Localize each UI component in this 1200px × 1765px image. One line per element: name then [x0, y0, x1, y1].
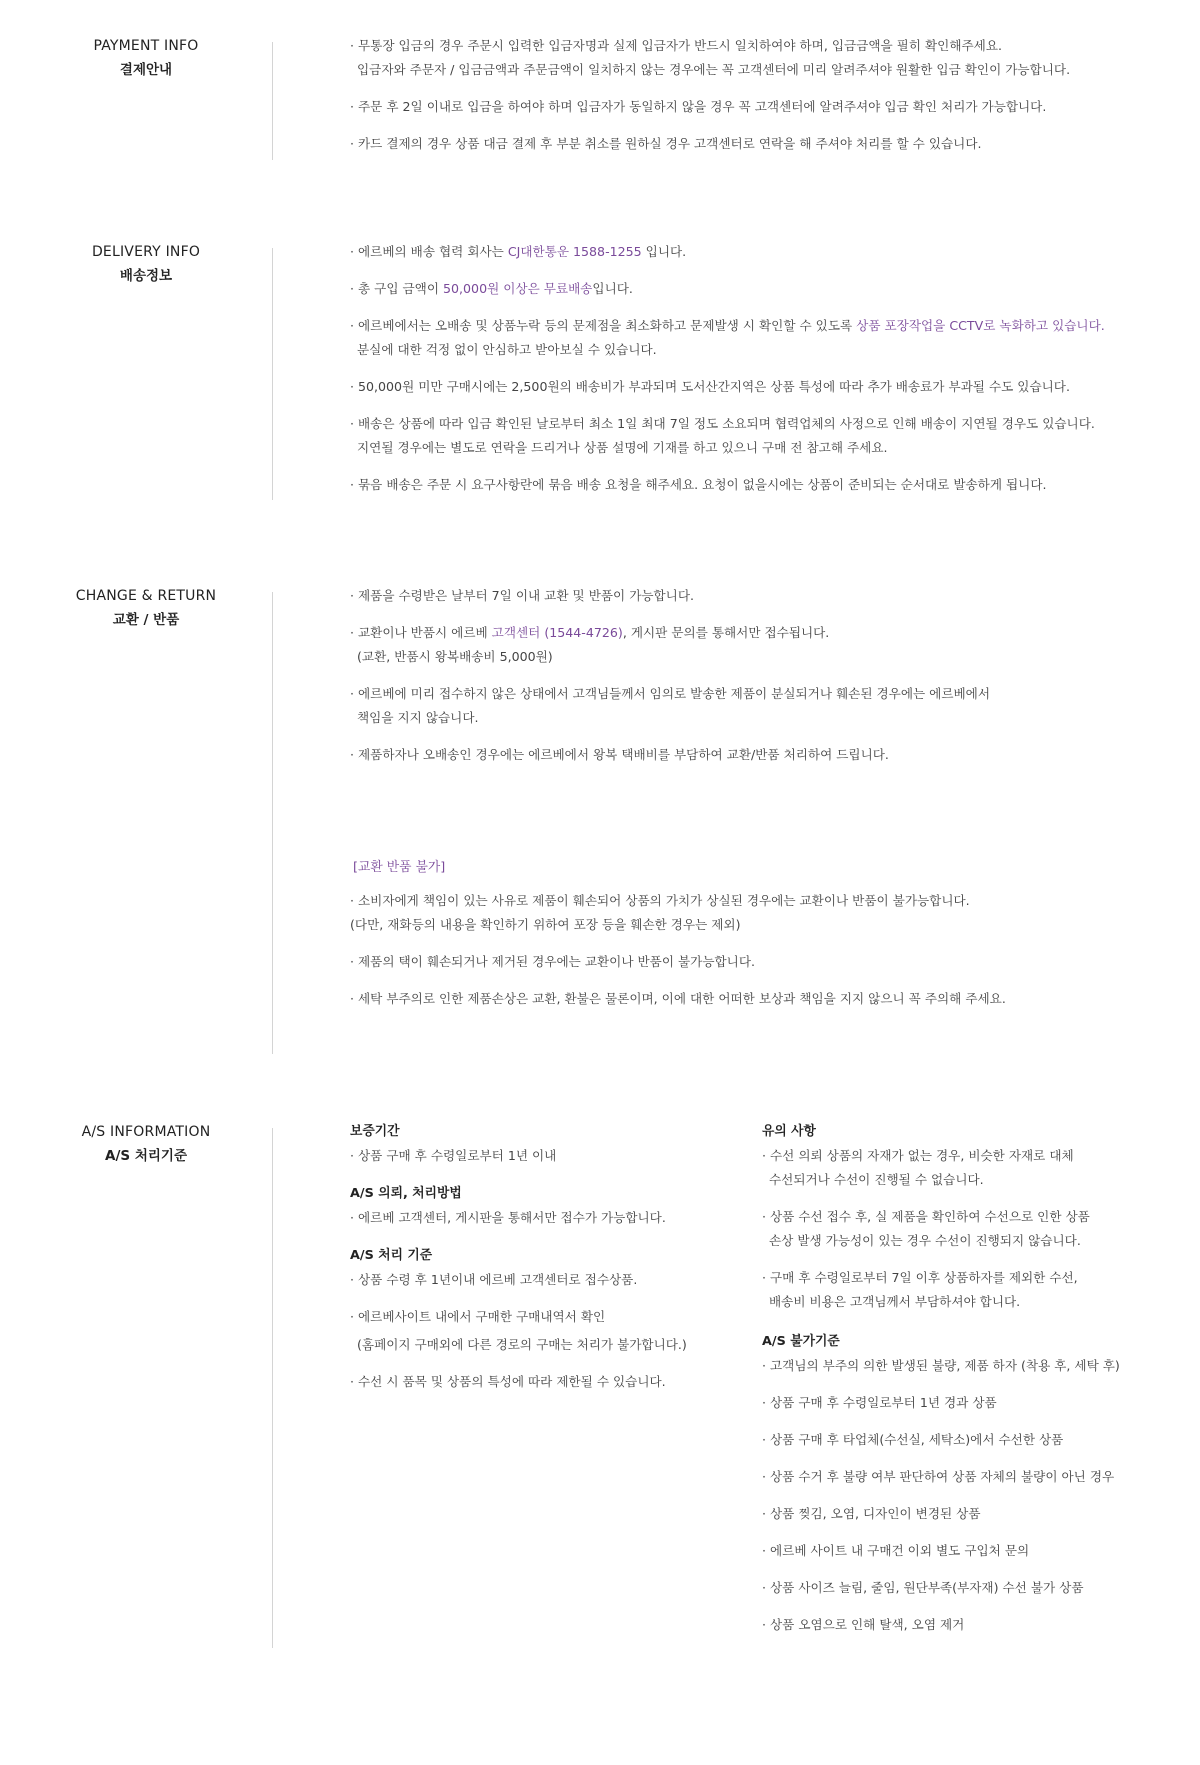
no-return-title: [교환 반품 불가]: [353, 860, 446, 875]
notes-block: [762, 1120, 1182, 1314]
unable-item: · 에르베 사이트 내 구매건 이외 별도 구입처 문의: [762, 1543, 1030, 1558]
warranty-title: 보증기간: [350, 1124, 400, 1139]
delivery-heading: [50, 240, 242, 288]
delivery-item: · 총 구입 금액이 50,000원 이상은 무료배송입니다.: [350, 281, 633, 296]
customer-center-highlight: 고객센터 (1544-4726): [491, 625, 623, 640]
notes-title: 유의 사항: [762, 1124, 816, 1139]
change-title-en: CHANGE & RETURN: [75, 588, 217, 604]
unable-item: · 상품 찢김, 오염, 디자인이 변경된 상품: [762, 1506, 981, 1521]
free-shipping-highlight: 50,000원 이상은 무료배송: [443, 281, 593, 296]
warranty-item: · 상품 구매 후 수령일로부터 1년 이내: [350, 1148, 557, 1163]
method-item: · 에르베 고객센터, 게시판을 통해서만 접수가 가능합니다.: [350, 1210, 666, 1225]
method-title: A/S 의뢰, 처리방법: [350, 1186, 462, 1201]
change-title-ko: 교환 / 반품: [112, 612, 180, 628]
criteria-item: · 에르베사이트 내에서 구매한 구매내역서 확인: [350, 1309, 606, 1324]
payment-body: [350, 34, 1140, 169]
payment-title-ko: 결제안내: [119, 62, 173, 78]
payment-item: · 카드 결제의 경우 상품 대금 결제 후 부분 취소를 원하실 경우 고객센터로 연락을 해 주셔야 처리를 할 수 있습니다.: [350, 136, 982, 151]
delivery-item: · 배송은 상품에 따라 입금 확인된 날로부터 최소 1일 최대 7일 정도 소요되며 협력업체의 사정으로 인해 배송이 지연될 경우도 있습니다. 지연될 경우에는 별도로 연락을 드리거나 상품 설명에 기재를 하고 있으니 구매 전 참고해 주세요.: [350, 416, 1095, 455]
change-divider: [272, 592, 273, 1054]
notes-item-cont: 배송비 비용은 고객님께서 부담하셔야 합니다.: [769, 1294, 1021, 1309]
as-divider: [272, 1128, 273, 1648]
courier-highlight: CJ대한통운 1588-1255: [507, 244, 642, 259]
notes-item: · 구매 후 수령일로부터 7일 이후 상품하자를 제외한 수선,: [762, 1270, 1078, 1285]
change-item: · 에르베에 미리 접수하지 않은 상태에서 고객님들께서 임의로 발송한 제품이 분실되거나 훼손된 경우에는 에르베에서 책임을 지지 않습니다.: [350, 686, 990, 725]
notes-item-cont: 수선되거나 수선이 진행될 수 없습니다.: [769, 1172, 984, 1187]
delivery-item: · 에르베의 배송 협력 회사는 CJ대한통운 1588-1255 입니다.: [350, 244, 687, 259]
payment-heading: [50, 34, 242, 82]
delivery-title-en: DELIVERY INFO: [91, 244, 201, 260]
criteria-item-note: (홈페이지 구매외에 다른 경로의 구매는 처리가 불가합니다.): [357, 1337, 687, 1352]
notes-item-cont: 손상 발생 가능성이 있는 경우 수선이 진행되지 않습니다.: [769, 1233, 1081, 1248]
payment-title-en: PAYMENT INFO: [93, 38, 199, 54]
spacer: [350, 780, 1140, 856]
notes-item: · 수선 의뢰 상품의 자재가 없는 경우, 비슷한 자재로 대체: [762, 1148, 1074, 1163]
notes-item: · 상품 수선 접수 후, 실 제품을 확인하여 수선으로 인한 상품: [762, 1209, 1090, 1224]
delivery-item: · 묶음 배송은 주문 시 요구사항란에 묶음 배송 요청을 해주세요. 요청이 없을시에는 상품이 준비되는 순서대로 발송하게 됩니다.: [350, 477, 1047, 492]
unable-item: · 고객님의 부주의 의한 발생된 불량, 제품 하자 (착용 후, 세탁 후): [762, 1358, 1120, 1373]
unable-item: · 상품 사이즈 늘림, 줄임, 원단부족(부자재) 수선 불가 상품: [762, 1580, 1084, 1595]
unable-item: · 상품 구매 후 타업체(수선실, 세탁소)에서 수선한 상품: [762, 1432, 1064, 1447]
unable-block: [762, 1330, 1182, 1637]
unable-item: · 상품 수거 후 불량 여부 판단하여 상품 자체의 불량이 아닌 경우: [762, 1469, 1115, 1484]
criteria-item: · 상품 수령 후 1년이내 에르베 고객센터로 접수상품.: [350, 1272, 638, 1287]
criteria-item: · 수선 시 품목 및 상품의 특성에 따라 제한될 수 있습니다.: [350, 1374, 666, 1389]
change-item: · 제품을 수령받은 날부터 7일 이내 교환 및 반품이 가능합니다.: [350, 588, 695, 603]
delivery-item: · 에르베에서는 오배송 및 상품누락 등의 문제점을 최소화하고 문제발생 시 확인할 수 있도록 상품 포장작업을 CCTV로 녹화하고 있습니다. 분실에 대한 걱정 없이 안심하고 받아보실 수 있습니다.: [350, 318, 1105, 357]
no-return-item: · 제품의 택이 훼손되거나 제거된 경우에는 교환이나 반품이 불가능합니다.: [350, 954, 755, 969]
delivery-divider: [272, 248, 273, 500]
delivery-item: · 50,000원 미만 구매시에는 2,500원의 배송비가 부과되며 도서산간지역은 상품 특성에 따라 추가 배송료가 부과될 수도 있습니다.: [350, 379, 1070, 394]
as-title-ko: A/S 처리기준: [105, 1148, 187, 1164]
change-body: [350, 584, 1140, 1024]
no-return-item: · 소비자에게 책임이 있는 사유로 제품이 훼손되어 상품의 가치가 상실된 경우에는 교환이나 반품이 불가능합니다. (다만, 재화등의 내용을 확인하기 위하여 포장 등을 훼손한 경우는 제외): [350, 893, 970, 932]
no-return-item: · 세탁 부주의로 인한 제품손상은 교환, 환불은 물론이며, 이에 대한 어떠한 보상과 책임을 지지 않으니 꼭 주의해 주세요.: [350, 991, 1006, 1006]
method-block: [350, 1182, 740, 1230]
unable-item: · 상품 오염으로 인해 탈색, 오염 제거: [762, 1617, 965, 1632]
as-left-column: [350, 1120, 740, 1408]
change-item: · 제품하자나 오배송인 경우에는 에르베에서 왕복 택배비를 부담하여 교환/반품 처리하여 드립니다.: [350, 747, 889, 762]
criteria-block: [350, 1244, 740, 1394]
payment-item: · 주문 후 2일 이내로 입금을 하여야 하며 입금자가 동일하지 않을 경우 꼭 고객센터에 알려주셔야 입금 확인 처리가 가능합니다.: [350, 99, 1047, 114]
warranty-block: [350, 1120, 740, 1168]
delivery-title-ko: 배송정보: [119, 268, 173, 284]
as-title-en: A/S INFORMATION: [81, 1124, 211, 1140]
payment-divider: [272, 42, 273, 160]
unable-title: A/S 불가기준: [762, 1334, 840, 1349]
unable-item: · 상품 구매 후 수령일로부터 1년 경과 상품: [762, 1395, 997, 1410]
as-right-column: [762, 1120, 1182, 1651]
payment-item: · 무통장 입금의 경우 주문시 입력한 입금자명과 실제 입금자가 반드시 일치하여야 하며, 입금금액을 필히 확인해주세요. 입금자와 주문자 / 입금금액과 주문금액이 일치하지 않는 경우에는 꼭 고객센터에 미리 알려주셔야 원활한 입금 확인이 가능합니다.: [350, 38, 1071, 77]
as-heading: [50, 1120, 242, 1168]
cctv-highlight: 상품 포장작업을 CCTV로 녹화하고 있습니다.: [856, 318, 1105, 333]
change-item: · 교환이나 반품시 에르베 고객센터 (1544-4726), 게시판 문의를 통해서만 접수됩니다. (교환, 반품시 왕복배송비 5,000원): [350, 625, 830, 664]
criteria-title: A/S 처리 기준: [350, 1248, 433, 1263]
change-heading: [50, 584, 242, 632]
delivery-body: [350, 240, 1140, 510]
